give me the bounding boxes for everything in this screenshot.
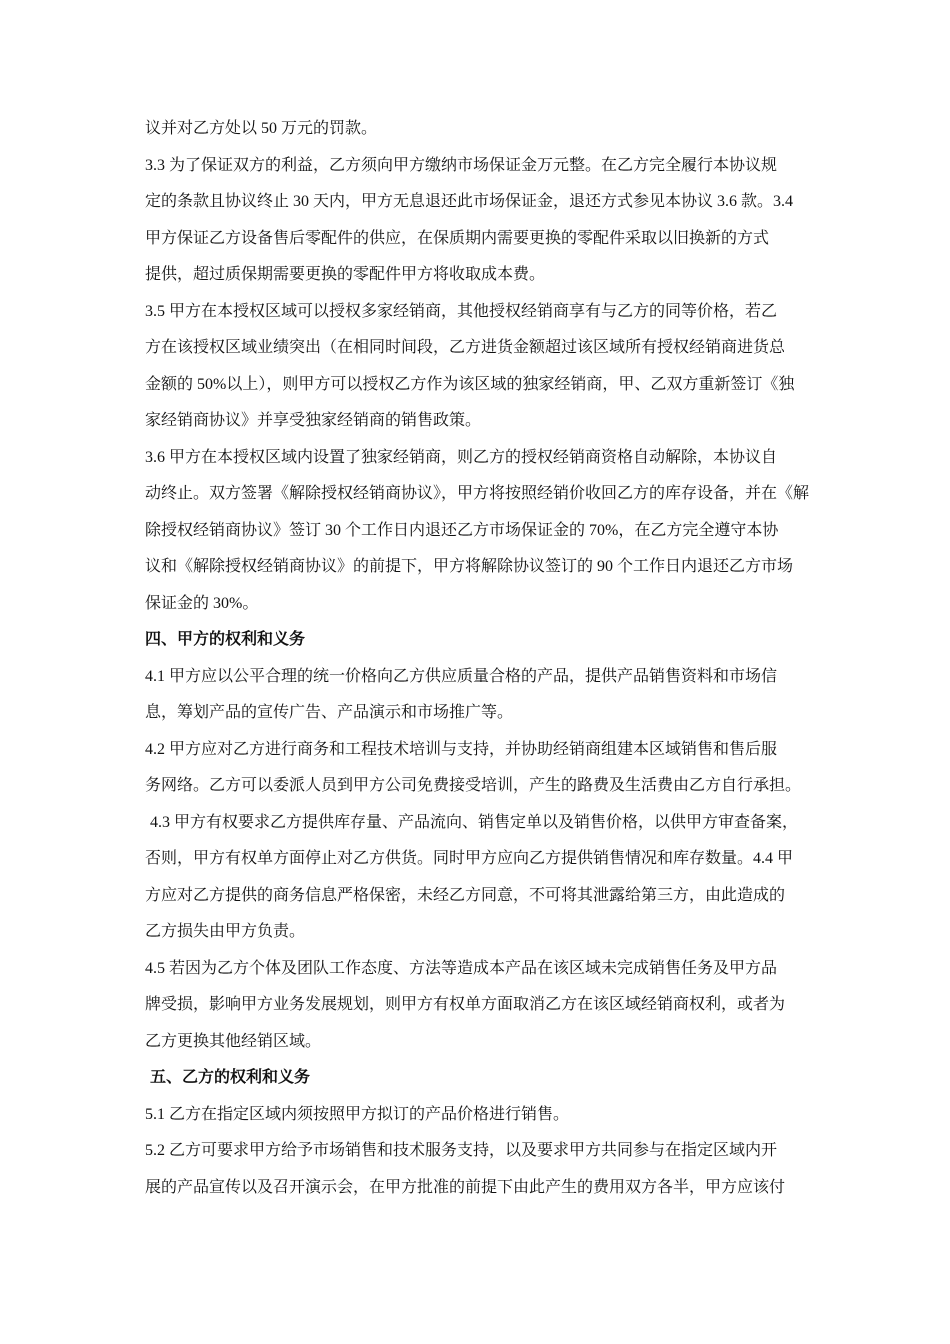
text-line: 牌受损，影响甲方业务发展规划，则甲方有权单方面取消乙方在该区域经销商权利，或者为 [145, 996, 786, 1013]
text-line: 4.1 甲方应以公平合理的统一价格向乙方供应质量合格的产品，提供产品销售资料和市场信 [145, 668, 778, 685]
text-line: 5.2 乙方可要求甲方给予市场销售和技术服务支持，以及要求甲方共同参与在指定区域内开 [145, 1142, 778, 1159]
text-line: 家经销商协议》并享受独家经销商的销售政策。 [145, 412, 482, 429]
text-line: 展的产品宣传以及召开演示会，在甲方批准的前提下由此产生的费用双方各半，甲方应该付 [145, 1179, 786, 1196]
text-line: 乙方更换其他经销区域。 [145, 1033, 322, 1050]
text-line: 务网络。乙方可以委派人员到甲方公司免费接受培训，产生的路费及生活费由乙方自行承担。 [145, 777, 802, 794]
text-line: 乙方损失由甲方负责。 [145, 923, 306, 940]
text-line: 甲方保证乙方设备售后零配件的供应，在保质期内需要更换的零配件采取以旧换新的方式 [145, 230, 770, 247]
text-line: 定的条款且协议终止 30 天内，甲方无息退还此市场保证金，退还方式参见本协议 3.6 款。3.4 [145, 193, 794, 210]
text-line: 方在该授权区域业绩突出（在相同时间段，乙方进货金额超过该区域所有授权经销商进货总 [145, 339, 786, 356]
text-line: 议和《解除授权经销商协议》的前提下，甲方将解除协议签订的 90 个工作日内退还乙方市场 [145, 558, 794, 575]
text-line: 保证金的 30%。 [145, 595, 259, 612]
text-line: 提供，超过质保期需要更换的零配件甲方将收取成本费。 [145, 266, 546, 283]
text-line: 3.6 甲方在本授权区域内设置了独家经销商，则乙方的授权经销商资格自动解除，本协议自 [145, 449, 778, 466]
text-line: 否则，甲方有权单方面停止对乙方供货。同时甲方应向乙方提供销售情况和库存数量。4.4 甲 [145, 850, 794, 867]
section-heading: 五、乙方的权利和义务 [150, 1069, 311, 1086]
text-line: 5.1 乙方在指定区域内须按照甲方拟订的产品价格进行销售。 [145, 1106, 570, 1123]
text-line: 议并对乙方处以 50 万元的罚款。 [145, 120, 378, 137]
text-line: 息，筹划产品的宣传广告、产品演示和市场推广等。 [145, 704, 514, 721]
text-line: 4.5 若因为乙方个体及团队工作态度、方法等造成本产品在该区域未完成销售任务及甲方品 [145, 960, 778, 977]
text-line: 金额的 50%以上），则甲方可以授权乙方作为该区域的独家经销商，甲、乙双方重新签订《独 [145, 376, 795, 393]
text-line: 3.5 甲方在本授权区域可以授权多家经销商，其他授权经销商享有与乙方的同等价格，若乙 [145, 303, 778, 320]
text-line: 4.3 甲方有权要求乙方提供库存量、产品流向、销售定单以及销售价格，以供甲方审查备案， [150, 814, 799, 831]
text-line: 动终止。双方签署《解除授权经销商协议》，甲方将按照经销价收回乙方的库存设备，并在《解 [145, 485, 810, 502]
text-line: 方应对乙方提供的商务信息严格保密，未经乙方同意，不可将其泄露给第三方，由此造成的 [145, 887, 786, 904]
text-line: 3.3 为了保证双方的利益，乙方须向甲方缴纳市场保证金万元整。在乙方完全履行本协议规 [145, 157, 778, 174]
section-heading: 四、甲方的权利和义务 [145, 631, 306, 648]
text-line: 除授权经销商协议》签订 30 个工作日内退还乙方市场保证金的 70%，在乙方完全遵守本协 [145, 522, 779, 539]
text-line: 4.2 甲方应对乙方进行商务和工程技术培训与支持，并协助经销商组建本区域销售和售后服 [145, 741, 778, 758]
